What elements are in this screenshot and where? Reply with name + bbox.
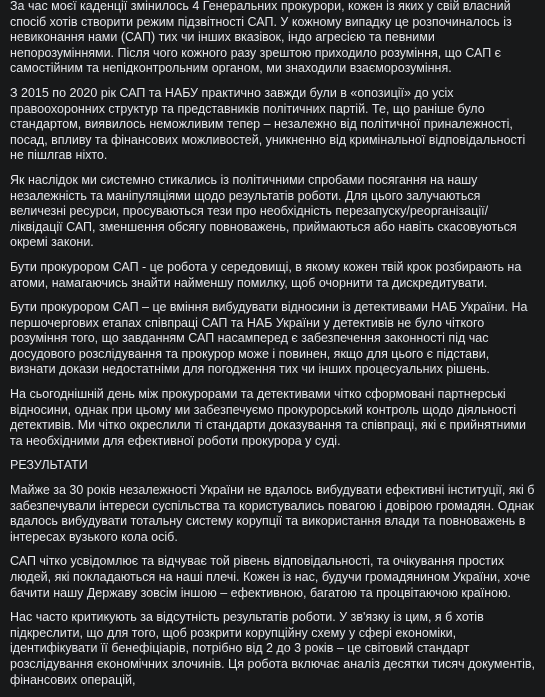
post-paragraph-3: Як наслідок ми системно стикались із політичними спробами посягання на нашу незалежність та маніпуляціями щодо результатів роботи. Для цього залучаються величезні ресурси, просуваються тези про необхідність перезапуску/реорганізації/ліквідації САП, зменшення обсягу повноважень, приймаються або навіть скасовуються окремі закони. xyxy=(10,172,517,250)
post-paragraph-5: Бути прокурором САП – це вміння вибудувати відносини із детективами НАБ України. На першочергових етапах співпраці САП та НАБ України у детективів не було чіткого розуміння того, що завданням САП насамперед є забезпечення законності під час досудового розслідування та прокурор може і повинен, якщо для цього є підстави, визнати докази недостатніми для погодження тих чи інших процесуальних рішень. xyxy=(10,300,528,377)
post-paragraph-8: САП чітко усвідомлює та відчуває той рівень відповідальності, та очікування простих людей, які покладаються на наші плечі. Кожен із нас, будучи громадянином України, хоче бачити нашу Державу зовсім іншою – ефективною, багатою та процвітаючою країною. xyxy=(10,554,531,600)
post-paragraph-6: На сьогоднішній день між прокурорами та детективами чітко сформовані партнерські відносини, однак при цьому ми забезпечуємо прокурорський контроль щодо діяльності детективів. Ми чітко окреслили ті стандарти доказування та співпраці, які є прийнятними та необхідними для ефективної роботи прокурора у суді. xyxy=(10,387,526,448)
post-paragraph-2: З 2015 по 2020 рік САП та НАБУ практично завжди були в «опозиції» до усіх правоохоронних структур та представників політичних партій. Те, що раніше було стандартом, виявилось неможливим тепер – незалежно від політичної приналежності, посад, впливу та фінансових можливостей, уникненно від кримінальної відповідальності не пішлгав ніхто. xyxy=(10,85,526,163)
post-paragraph-9: Нас часто критикують за відсутність результатів роботи. У зв'язку із цим, я б хотів підкреслити, що для того, щоб розкрити корупційну схему у сфері економіки, ідентифікувати її бенефіціарів, потрібно від 2 до 3 років – це світовий стандарт розслідування економічних злочинів. Ця робота включає аналіз десятки тисяч документів, фінансових операцій, xyxy=(10,610,535,687)
post-text xyxy=(10,0,538,697)
post-paragraph-1: За час моєї каденції змінилось 4 Генеральних прокурори, кожен із яких у свій власний спосіб хотів створити режим підзвітності САП. У кожному випадку це розпочиналось із невиконання нами (САП) тих чи інших вказівок, індо агресією та певними непорозуміннями. Після чого кожного разу зрештою приходило розуміння, що САП є самостійним та непідконтрольним органом, ми знаходили взаєморозуміння. xyxy=(10,0,512,76)
section-heading-results: РЕЗУЛЬТАТИ xyxy=(10,458,88,473)
post-paragraph-4: Бути прокурором САП - це робота у середовищі, в якому кожен твій крок розбирають на атоми, намагаючись знайти найменшу помилку, щоб очорнити та дискредитувати. xyxy=(10,259,522,290)
post-paragraph-7: Майже за 30 років незалежності України не вдалось вибудувати ефективні інституції, які б забезпечували інтереси суспільства та користувались повагою і довірою громадян. Однак вдалось вибудувати тотальну систему корупції та використання влади та повноважень в інтересах вузького кола осіб. xyxy=(10,483,535,544)
